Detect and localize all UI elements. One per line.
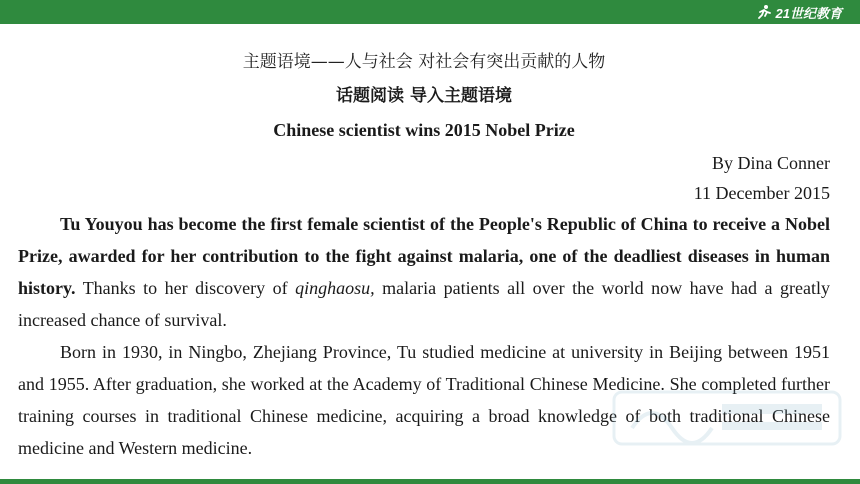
paragraph-1-term: qinghaosu, [295,278,375,298]
top-header-bar [0,0,860,24]
paragraph-1 [18,208,830,336]
paragraph-2: Born in 1930, in Ningbo, Zhejiang Province, Tu studied medicine at university in Beijing between 1951 and 1955. After graduation, she worked at the Academy of Traditional Chinese Medicine. She completed further training courses in traditional Chinese medicine, acquiring a broad knowledge of both traditional Chinese medicine and Western medicine. [18,342,830,458]
brand-logo [756,3,842,21]
paragraph-1-mid: Thanks to her discovery of [75,278,296,298]
running-figure-icon [756,4,772,20]
article-title: Chinese scientist wins 2015 Nobel Prize [273,120,575,140]
paragraph-1-lead: Tu Youyou has become the first female scientist of the People's Republic of China to receive a Nobel Prize, awarded for her contribution to the fight against malaria, one of the deadliest diseases in human history. [18,214,830,298]
topic-heading: 话题阅读 导入主题语境 [336,86,512,106]
paragraph-1-end: malaria patients all over the world now have had a greatly increased chance of survival. [18,278,830,330]
watermark-logo [612,388,842,448]
article-date: 11 December 2015 [693,183,830,203]
bottom-bar [0,479,860,484]
logo-text: 21世纪教育 [775,5,842,21]
theme-heading: 主题语境——人与社会 对社会有突出贡献的人物 [242,52,606,72]
article-author: By Dina Conner [712,153,830,173]
